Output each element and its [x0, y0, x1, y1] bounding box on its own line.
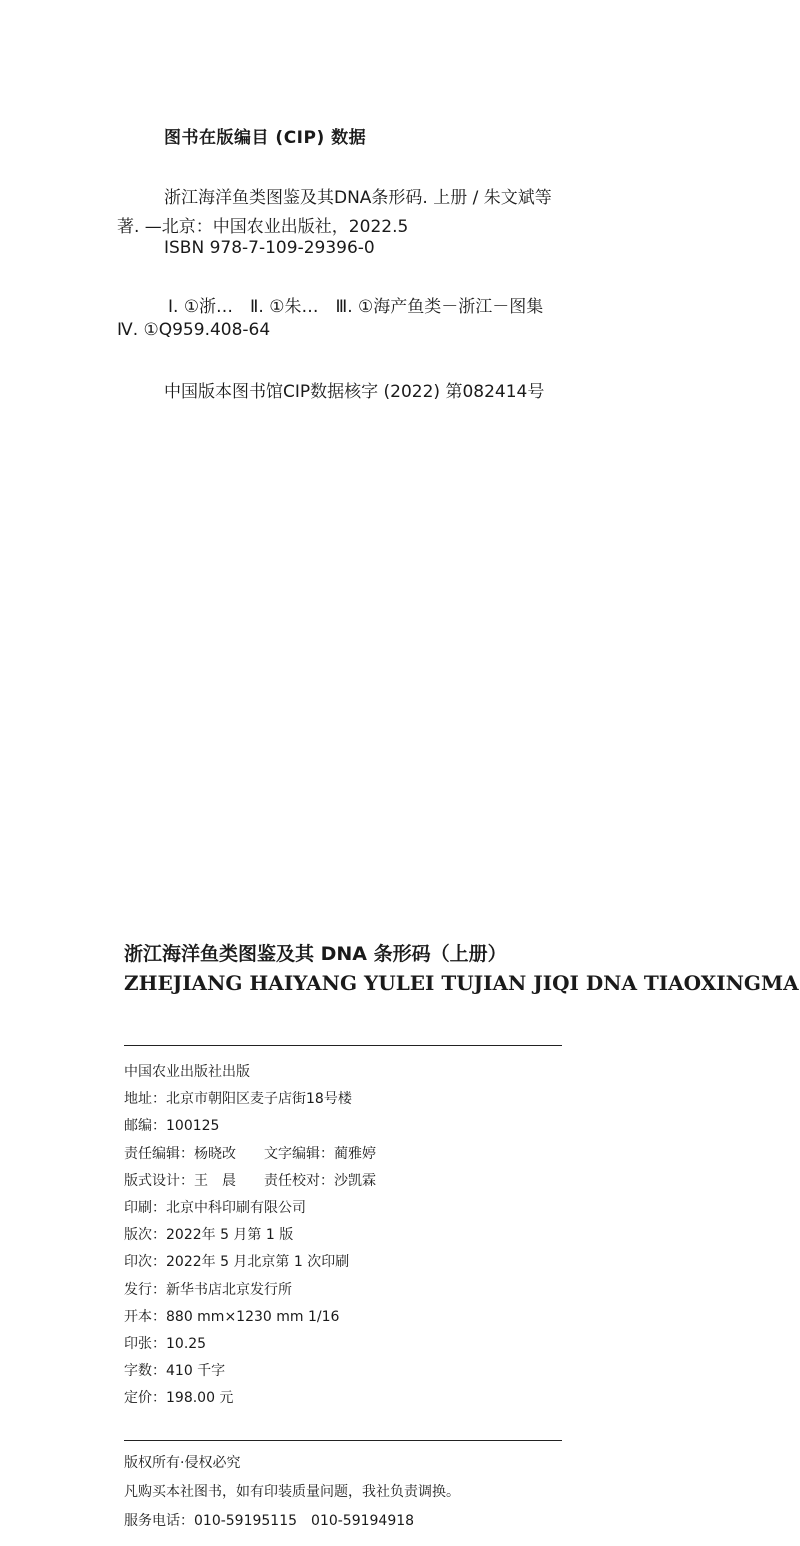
footer-list	[124, 1449, 460, 1536]
book-title-en: ZHEJIANG HAIYANG YULEI TUJIAN JIQI DNA TIAOXINGMA	[124, 971, 799, 995]
cip-classification-cont: Ⅳ. ①Q959.408-64	[117, 320, 271, 340]
book-title-cn: 浙江海洋鱼类图鉴及其 DNA 条形码（上册）	[124, 943, 507, 965]
footer-service-phone: 服务电话：010-59195115 010-59194918	[124, 1513, 415, 1529]
cip-title-line: 浙江海洋鱼类图鉴及其DNA条形码. 上册 / 朱文斌等	[164, 188, 552, 208]
info-edition: 版次：2022年 5 月第 1 版	[124, 1227, 294, 1244]
info-printing: 印次：2022年 5 月北京第 1 次印刷	[124, 1254, 350, 1271]
cip-title-line-cont: 著. —北京：中国农业出版社，2022.5	[117, 217, 409, 237]
info-format: 开本：880 mm×1230 mm 1/16	[124, 1308, 340, 1325]
info-distributor: 发行：新华书店北京发行所	[124, 1281, 292, 1298]
footer-return-policy: 凡购买本社图书，如有印装质量问题，我社负责调换。	[124, 1484, 460, 1500]
info-word-count: 字数：410 千字	[124, 1363, 226, 1380]
cip-classification: Ⅰ. ①浙… Ⅱ. ①朱… Ⅲ. ①海产鱼类－浙江－图集	[168, 297, 544, 317]
info-price: 定价：198.00 元	[124, 1390, 234, 1407]
divider-top	[124, 1045, 562, 1046]
info-address: 地址：北京市朝阳区麦子店街18号楼	[124, 1091, 352, 1108]
info-printer: 印刷：北京中科印刷有限公司	[124, 1199, 306, 1216]
cip-heading: 图书在版编目 (CIP) 数据	[164, 128, 367, 148]
footer-copyright: 版权所有·侵权必究	[124, 1455, 241, 1471]
divider-bottom	[124, 1440, 562, 1441]
cip-record-number: 中国版本图书馆CIP数据核字 (2022) 第082414号	[164, 382, 545, 402]
info-design-proofread: 版式设计：王 晨 责任校对：沙凯霖	[124, 1172, 376, 1189]
publication-info-list	[124, 1059, 376, 1412]
cip-isbn: ISBN 978-7-109-29396-0	[164, 238, 375, 258]
info-sheets: 印张：10.25	[124, 1335, 207, 1352]
info-postcode: 邮编：100125	[124, 1118, 220, 1135]
info-publisher: 中国农业出版社出版	[124, 1064, 250, 1080]
info-editors: 责任编辑：杨晓改 文字编辑：蔺雅婷	[124, 1145, 376, 1162]
